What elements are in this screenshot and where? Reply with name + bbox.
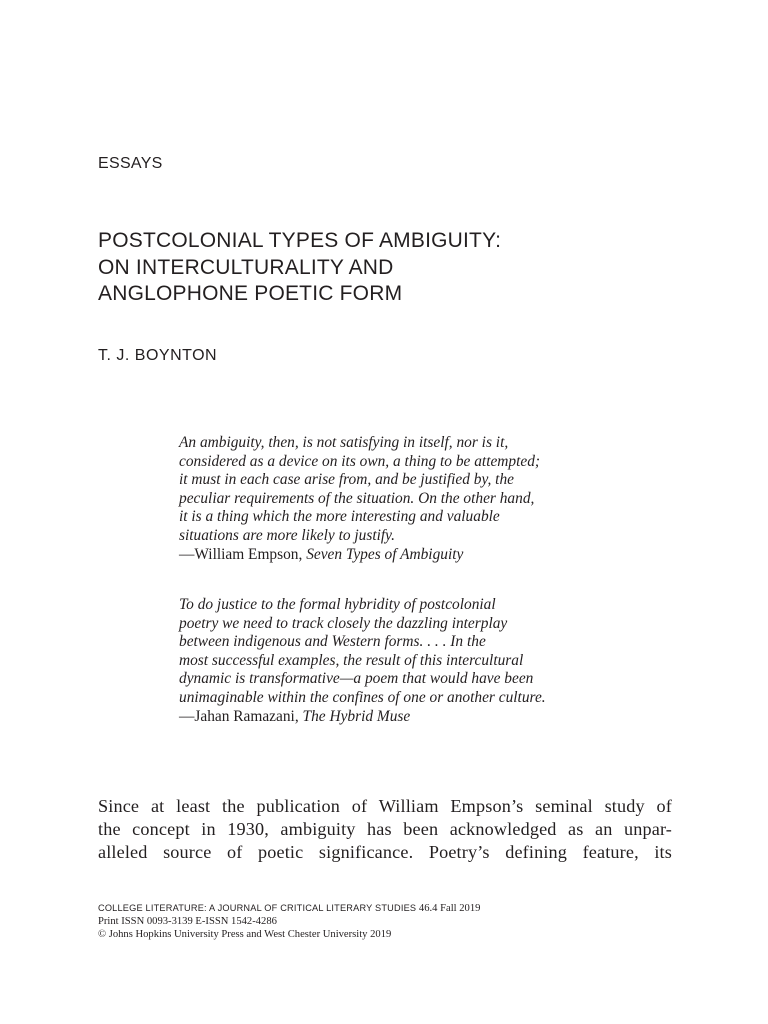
footer-copyright: © Johns Hopkins University Press and West Chester University 2019 bbox=[98, 929, 392, 940]
body-line: the concept in 1930, ambiguity has been acknowledged as an unpar- bbox=[98, 819, 672, 840]
epigraph-line: it is a thing which the more interesting and valuable bbox=[179, 508, 500, 526]
attribution-author: —Jahan Ramazani, bbox=[179, 707, 303, 725]
epigraph-line: situations are more likely to justify. bbox=[179, 526, 396, 544]
title-line: ANGLOPHONE POETIC FORM bbox=[98, 282, 403, 305]
publication-footer bbox=[98, 902, 480, 941]
epigraph-attribution bbox=[179, 546, 540, 565]
epigraph-empson bbox=[179, 434, 540, 564]
journal-issue: 46.4 Fall 2019 bbox=[416, 903, 481, 914]
body-paragraph bbox=[98, 795, 672, 865]
attribution-work: Seven Types of Ambiguity bbox=[306, 545, 464, 563]
section-label: ESSAYS bbox=[98, 155, 163, 172]
title-line: ON INTERCULTURALITY AND bbox=[98, 255, 394, 279]
journal-name: COLLEGE LITERATURE: A JOURNAL OF CRITICAL LITERARY STUDIES bbox=[98, 903, 417, 913]
epigraph-ramazani bbox=[179, 596, 546, 726]
epigraph-attribution bbox=[179, 708, 546, 727]
epigraph-line: considered as a device on its own, a thing to be attempted; bbox=[179, 452, 541, 470]
epigraph-line: An ambiguity, then, is not satisfying in itself, nor is it, bbox=[179, 434, 509, 451]
epigraph-line: it must in each case arise from, and be justified by, the bbox=[179, 471, 514, 489]
epigraph-line: most successful examples, the result of this intercultural bbox=[179, 651, 524, 669]
epigraph-line: peculiar requirements of the situation. On the other hand, bbox=[179, 489, 535, 507]
body-line: alleled source of poetic significance. Poetry’s defining feature, its bbox=[98, 842, 672, 863]
footer-issn: Print ISSN 0093-3139 E-ISSN 1542-4286 bbox=[98, 916, 277, 927]
footer-journal-line bbox=[98, 902, 480, 915]
author-name: T. J. BOYNTON bbox=[98, 347, 218, 364]
body-line: Since at least the publication of William Empson’s seminal study of bbox=[98, 796, 672, 816]
title-line: POSTCOLONIAL TYPES OF AMBIGUITY: bbox=[98, 229, 502, 252]
epigraph-line: dynamic is transformative—a poem that would have been bbox=[179, 670, 534, 688]
epigraph-line: unimaginable within the confines of one or another culture. bbox=[179, 688, 546, 706]
epigraph-line: between indigenous and Western forms. . . . In the bbox=[179, 633, 486, 651]
article-title bbox=[98, 228, 501, 308]
epigraph-line: poetry we need to track closely the dazzling interplay bbox=[179, 614, 508, 632]
epigraph-line: To do justice to the formal hybridity of postcolonial bbox=[179, 596, 496, 613]
attribution-work: The Hybrid Muse bbox=[302, 707, 411, 725]
attribution-author: —William Empson, bbox=[179, 545, 307, 563]
